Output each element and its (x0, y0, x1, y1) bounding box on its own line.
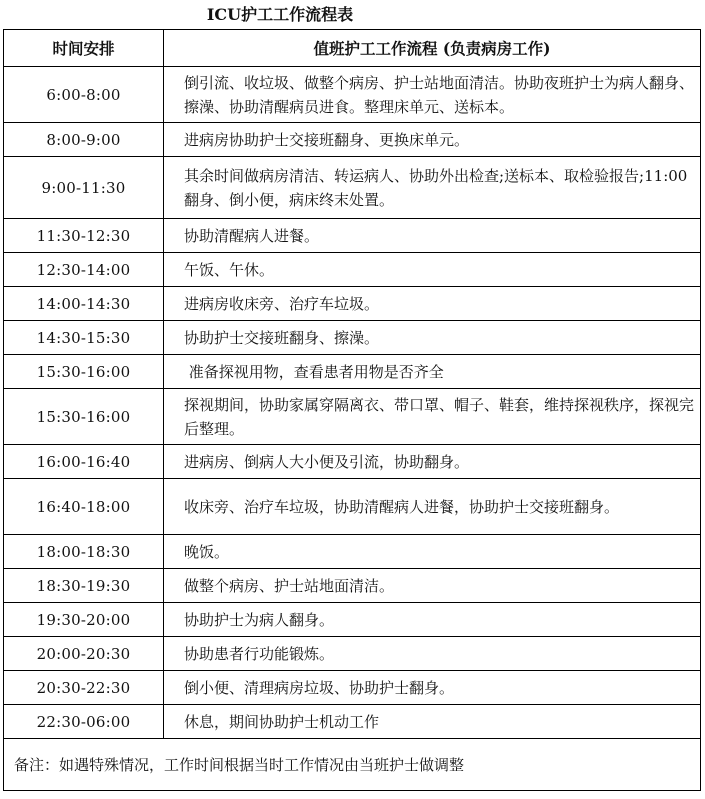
duty-cell: 准备探视用物，查看患者用物是否齐全 (164, 355, 701, 389)
header-row (4, 30, 701, 67)
table-row (4, 157, 701, 219)
time-cell: 9:00-11:30 (4, 157, 164, 219)
time-cell: 18:00-18:30 (4, 535, 164, 569)
note-cell: 备注：如遇特殊情况，工作时间根据当时工作情况由当班护士做调整 (4, 739, 701, 791)
document-title: ICU护工工作流程表 (206, 5, 354, 24)
time-cell: 16:40-18:00 (4, 479, 164, 535)
duty-cell: 做整个病房、护士站地面清洁。 (164, 569, 701, 603)
time-cell: 15:30-16:00 (4, 355, 164, 389)
duty-cell: 协助清醒病人进餐。 (164, 219, 701, 253)
time-cell: 20:30-22:30 (4, 671, 164, 705)
duty-cell: 倒小便、清理病房垃圾、协助护士翻身。 (164, 671, 701, 705)
time-cell: 18:30-19:30 (4, 569, 164, 603)
table-row (4, 535, 701, 569)
duty-cell: 晚饭。 (164, 535, 701, 569)
duty-cell: 进病房、倒病人大小便及引流，协助翻身。 (164, 445, 701, 479)
time-cell: 11:30-12:30 (4, 219, 164, 253)
duty-cell: 协助护士为病人翻身。 (164, 603, 701, 637)
table-row (4, 123, 701, 157)
table-row (4, 479, 701, 535)
time-cell: 20:00-20:30 (4, 637, 164, 671)
duty-cell: 协助患者行功能锻炼。 (164, 637, 701, 671)
duty-column-header: 值班护工工作流程 (负责病房工作) (164, 30, 701, 67)
time-cell: 15:30-16:00 (4, 389, 164, 445)
time-cell: 22:30-06:00 (4, 705, 164, 739)
table-row (4, 389, 701, 445)
table-row (4, 671, 701, 705)
table-row (4, 253, 701, 287)
duty-cell: 其余时间做病房清洁、转运病人、协助外出检查;送标本、取检验报告;11:00翻身、倒小便，病床终末处置。 (164, 157, 701, 219)
time-cell: 14:00-14:30 (4, 287, 164, 321)
time-cell: 12:30-14:00 (4, 253, 164, 287)
table-row (4, 355, 701, 389)
duty-cell: 探视期间，协助家属穿隔离衣、带口罩、帽子、鞋套，维持探视秩序，探视完后整理。 (164, 389, 701, 445)
duty-cell: 午饭、午休。 (164, 253, 701, 287)
time-column-header: 时间安排 (4, 30, 164, 67)
note-row (4, 739, 701, 791)
table-row (4, 705, 701, 739)
duty-cell: 倒引流、收垃圾、做整个病房、护士站地面清洁。协助夜班护士为病人翻身、擦澡、协助清醒病员进食。整理床单元、送标本。 (164, 67, 701, 123)
table-row (4, 67, 701, 123)
time-cell: 19:30-20:00 (4, 603, 164, 637)
table-row (4, 445, 701, 479)
time-cell: 6:00-8:00 (4, 67, 164, 123)
time-cell: 14:30-15:30 (4, 321, 164, 355)
table-row (4, 219, 701, 253)
time-cell: 16:00-16:40 (4, 445, 164, 479)
duty-cell: 收床旁、治疗车垃圾，协助清醒病人进餐，协助护士交接班翻身。 (164, 479, 701, 535)
table-row (4, 603, 701, 637)
schedule-table (3, 29, 701, 791)
table-row (4, 569, 701, 603)
duty-cell: 进病房协助护士交接班翻身、更换床单元。 (164, 123, 701, 157)
time-cell: 8:00-9:00 (4, 123, 164, 157)
table-row (4, 637, 701, 671)
table-row (4, 287, 701, 321)
duty-cell: 休息，期间协助护士机动工作 (164, 705, 701, 739)
duty-cell: 进病房收床旁、治疗车垃圾。 (164, 287, 701, 321)
table-row (4, 321, 701, 355)
duty-cell: 协助护士交接班翻身、擦澡。 (164, 321, 701, 355)
